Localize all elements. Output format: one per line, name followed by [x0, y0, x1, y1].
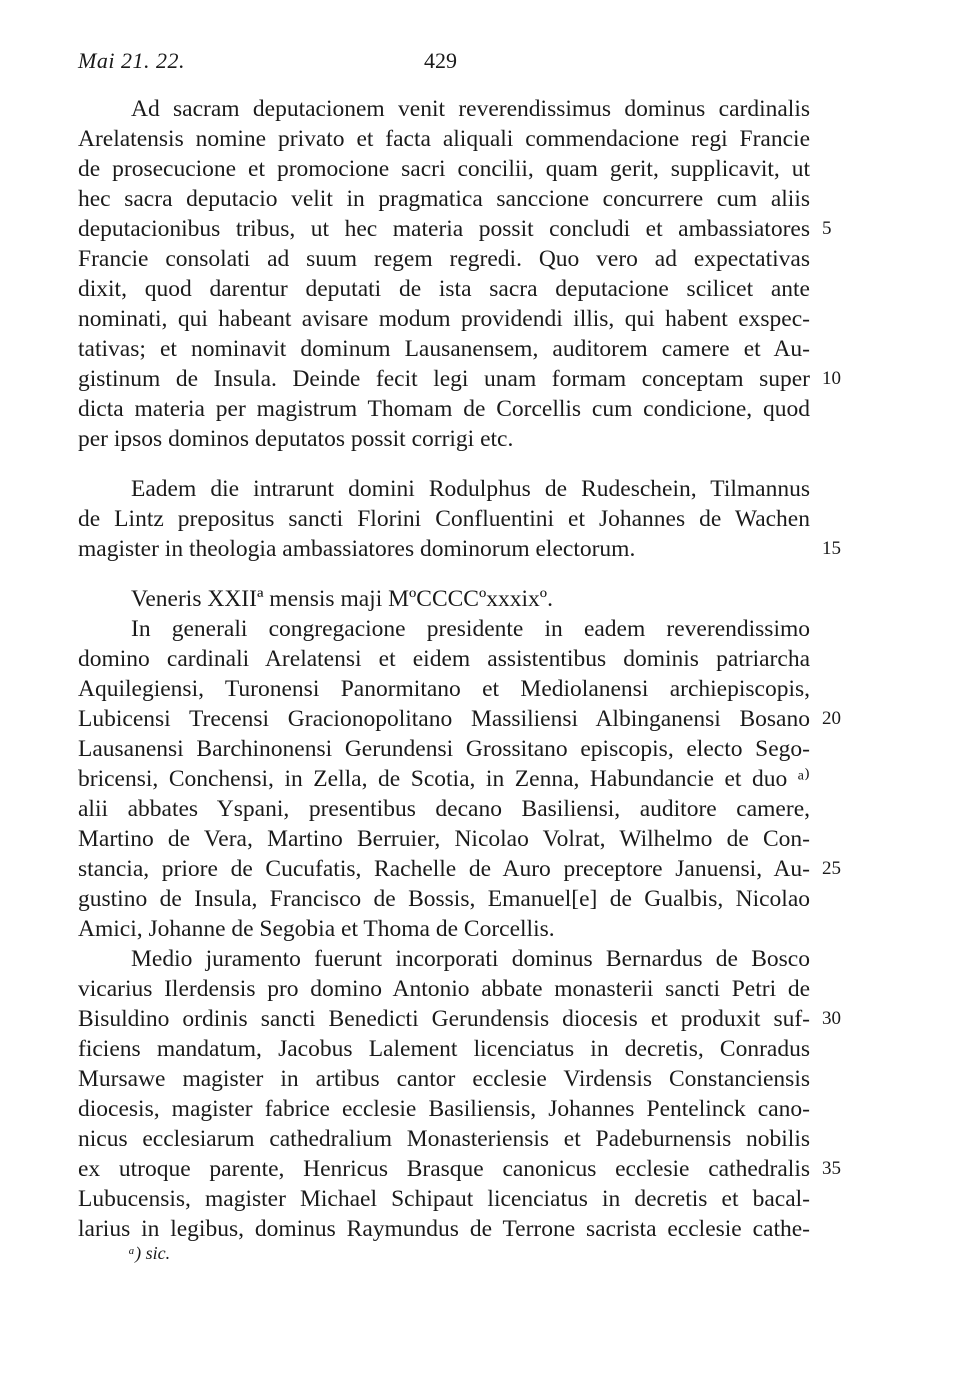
text-line: Amici, Johanne de Segobia et Thoma de Corcellis. — [78, 916, 555, 942]
text-line: Lubicensi Trecensi Gracionopolitano Massiliensi Albinganensi Bosano — [78, 706, 810, 732]
text-line: Lubucensis, magister Michael Schipaut licenciatus in decretis et bacal- — [78, 1186, 810, 1212]
text-line: nominati, qui habeant avisare modum providendi illis, qui habent exspec- — [78, 306, 810, 332]
text-line: Aquilegiensi, Turonensi Panormitano et Mediolanensi archiepiscopis, — [78, 676, 810, 702]
text-line: tativas; et nominavit dominum Lausanensem, auditorem camere et Au- — [78, 336, 810, 362]
text-line: Mursawe magister in artibus cantor ecclesie Virdensis Constanciensis — [78, 1066, 810, 1092]
line-number: 25 — [822, 858, 841, 879]
line-number: 5 — [822, 218, 832, 239]
text-line: alii abbates Yspani, presentibus decano Basiliensi, auditore camere, — [78, 796, 810, 822]
text-line: Lausanensi Barchinonensi Gerundensi Grossitano episcopis, electo Sego- — [78, 736, 810, 762]
text-line: de Lintz prepositus sancti Florini Confluentini et Johannes de Wachen — [78, 506, 810, 532]
text-line: Arelatensis nomine privato et facta aliquali commendacione regi Francie — [78, 126, 810, 152]
text-line: de prosecucione et promocione sacri concilii, quam gerit, supplicavit, ut — [78, 156, 810, 182]
text-line: Martino de Vera, Martino Berruier, Nicolao Volrat, Wilhelmo de Con- — [78, 826, 810, 852]
text-line: magister in theologia ambassiatores dominorum electorum. — [78, 536, 636, 562]
page-number: 429 — [424, 48, 457, 73]
text-line: ficiens mandatum, Jacobus Lalement licenciatus in decretis, Conradus — [78, 1036, 810, 1062]
text-line: gustino de Insula, Francisco de Bossis, Emanuel[e] de Gualbis, Nicolao — [78, 886, 810, 912]
footnote: ᵃ) sic. — [128, 1243, 171, 1263]
text-line: stancia, priore de Cucufatis, Rachelle de Auro preceptore Januensi, Au- — [78, 856, 810, 882]
line-number: 35 — [822, 1158, 841, 1179]
text-line: larius in legibus, dominus Raymundus de Terrone sacrista ecclesie cathe- — [78, 1216, 810, 1242]
running-title: Mai 21. 22. — [78, 48, 185, 73]
text-line: Bisuldino ordinis sancti Benedicti Gerundensis diocesis et produxit suf- — [78, 1006, 810, 1032]
text-line: gistinum de Insula. Deinde fecit legi unam formam conceptam super — [78, 366, 810, 392]
text-line: diocesis, magister fabrice ecclesie Basiliensis, Johannes Pentelinck cano- — [78, 1096, 810, 1122]
line-number: 10 — [822, 368, 841, 389]
text-line: Francie consolati ad suum regem regredi. Quo vero ad expectativas — [78, 246, 810, 272]
date-heading: Veneris XXIIª mensis maji MºCCCCºxxxixº. — [131, 586, 553, 612]
text-line: nicus ecclesiarum cathedralium Monasteriensis et Padeburnensis nobilis — [78, 1126, 810, 1152]
text-line: hec sacra deputacio velit in pragmatica sanccione concurrere cum aliis — [78, 186, 810, 212]
text-line: bricensi, Conchensi, in Zella, de Scotia, in Zenna, Habundancie et duo ᵃ⁾ — [78, 766, 810, 792]
line-number: 20 — [822, 708, 841, 729]
text-line: vicarius Ilerdensis pro domino Antonio abbate monasterii sancti Petri de — [78, 976, 810, 1002]
text-line: Medio juramento fuerunt incorporati dominus Bernardus de Bosco — [131, 946, 810, 972]
line-number: 30 — [822, 1008, 841, 1029]
text-line: In generali congregacione presidente in eadem reverendissimo — [131, 616, 810, 642]
text-line: domino cardinali Arelatensi et eidem assistentibus dominis patriarcha — [78, 646, 810, 672]
text-line: ex utroque parente, Henricus Brasque canonicus ecclesie cathedralis — [78, 1156, 810, 1182]
text-line: deputacionibus tribus, ut hec materia possit concludi et ambassiatores — [78, 216, 810, 242]
text-line: per ipsos dominos deputatos possit corrigi etc. — [78, 426, 514, 452]
text-line: dicta materia per magistrum Thomam de Corcellis cum condicione, quod — [78, 396, 810, 422]
text-line: dixit, quod darentur deputati de ista sacra deputacione scilicet ante — [78, 276, 810, 302]
text-line: Ad sacram deputacionem venit reverendissimus dominus cardinalis — [131, 96, 810, 122]
line-number: 15 — [822, 538, 841, 559]
text-line: Eadem die intrarunt domini Rodulphus de Rudeschein, Tilmannus — [131, 476, 810, 502]
